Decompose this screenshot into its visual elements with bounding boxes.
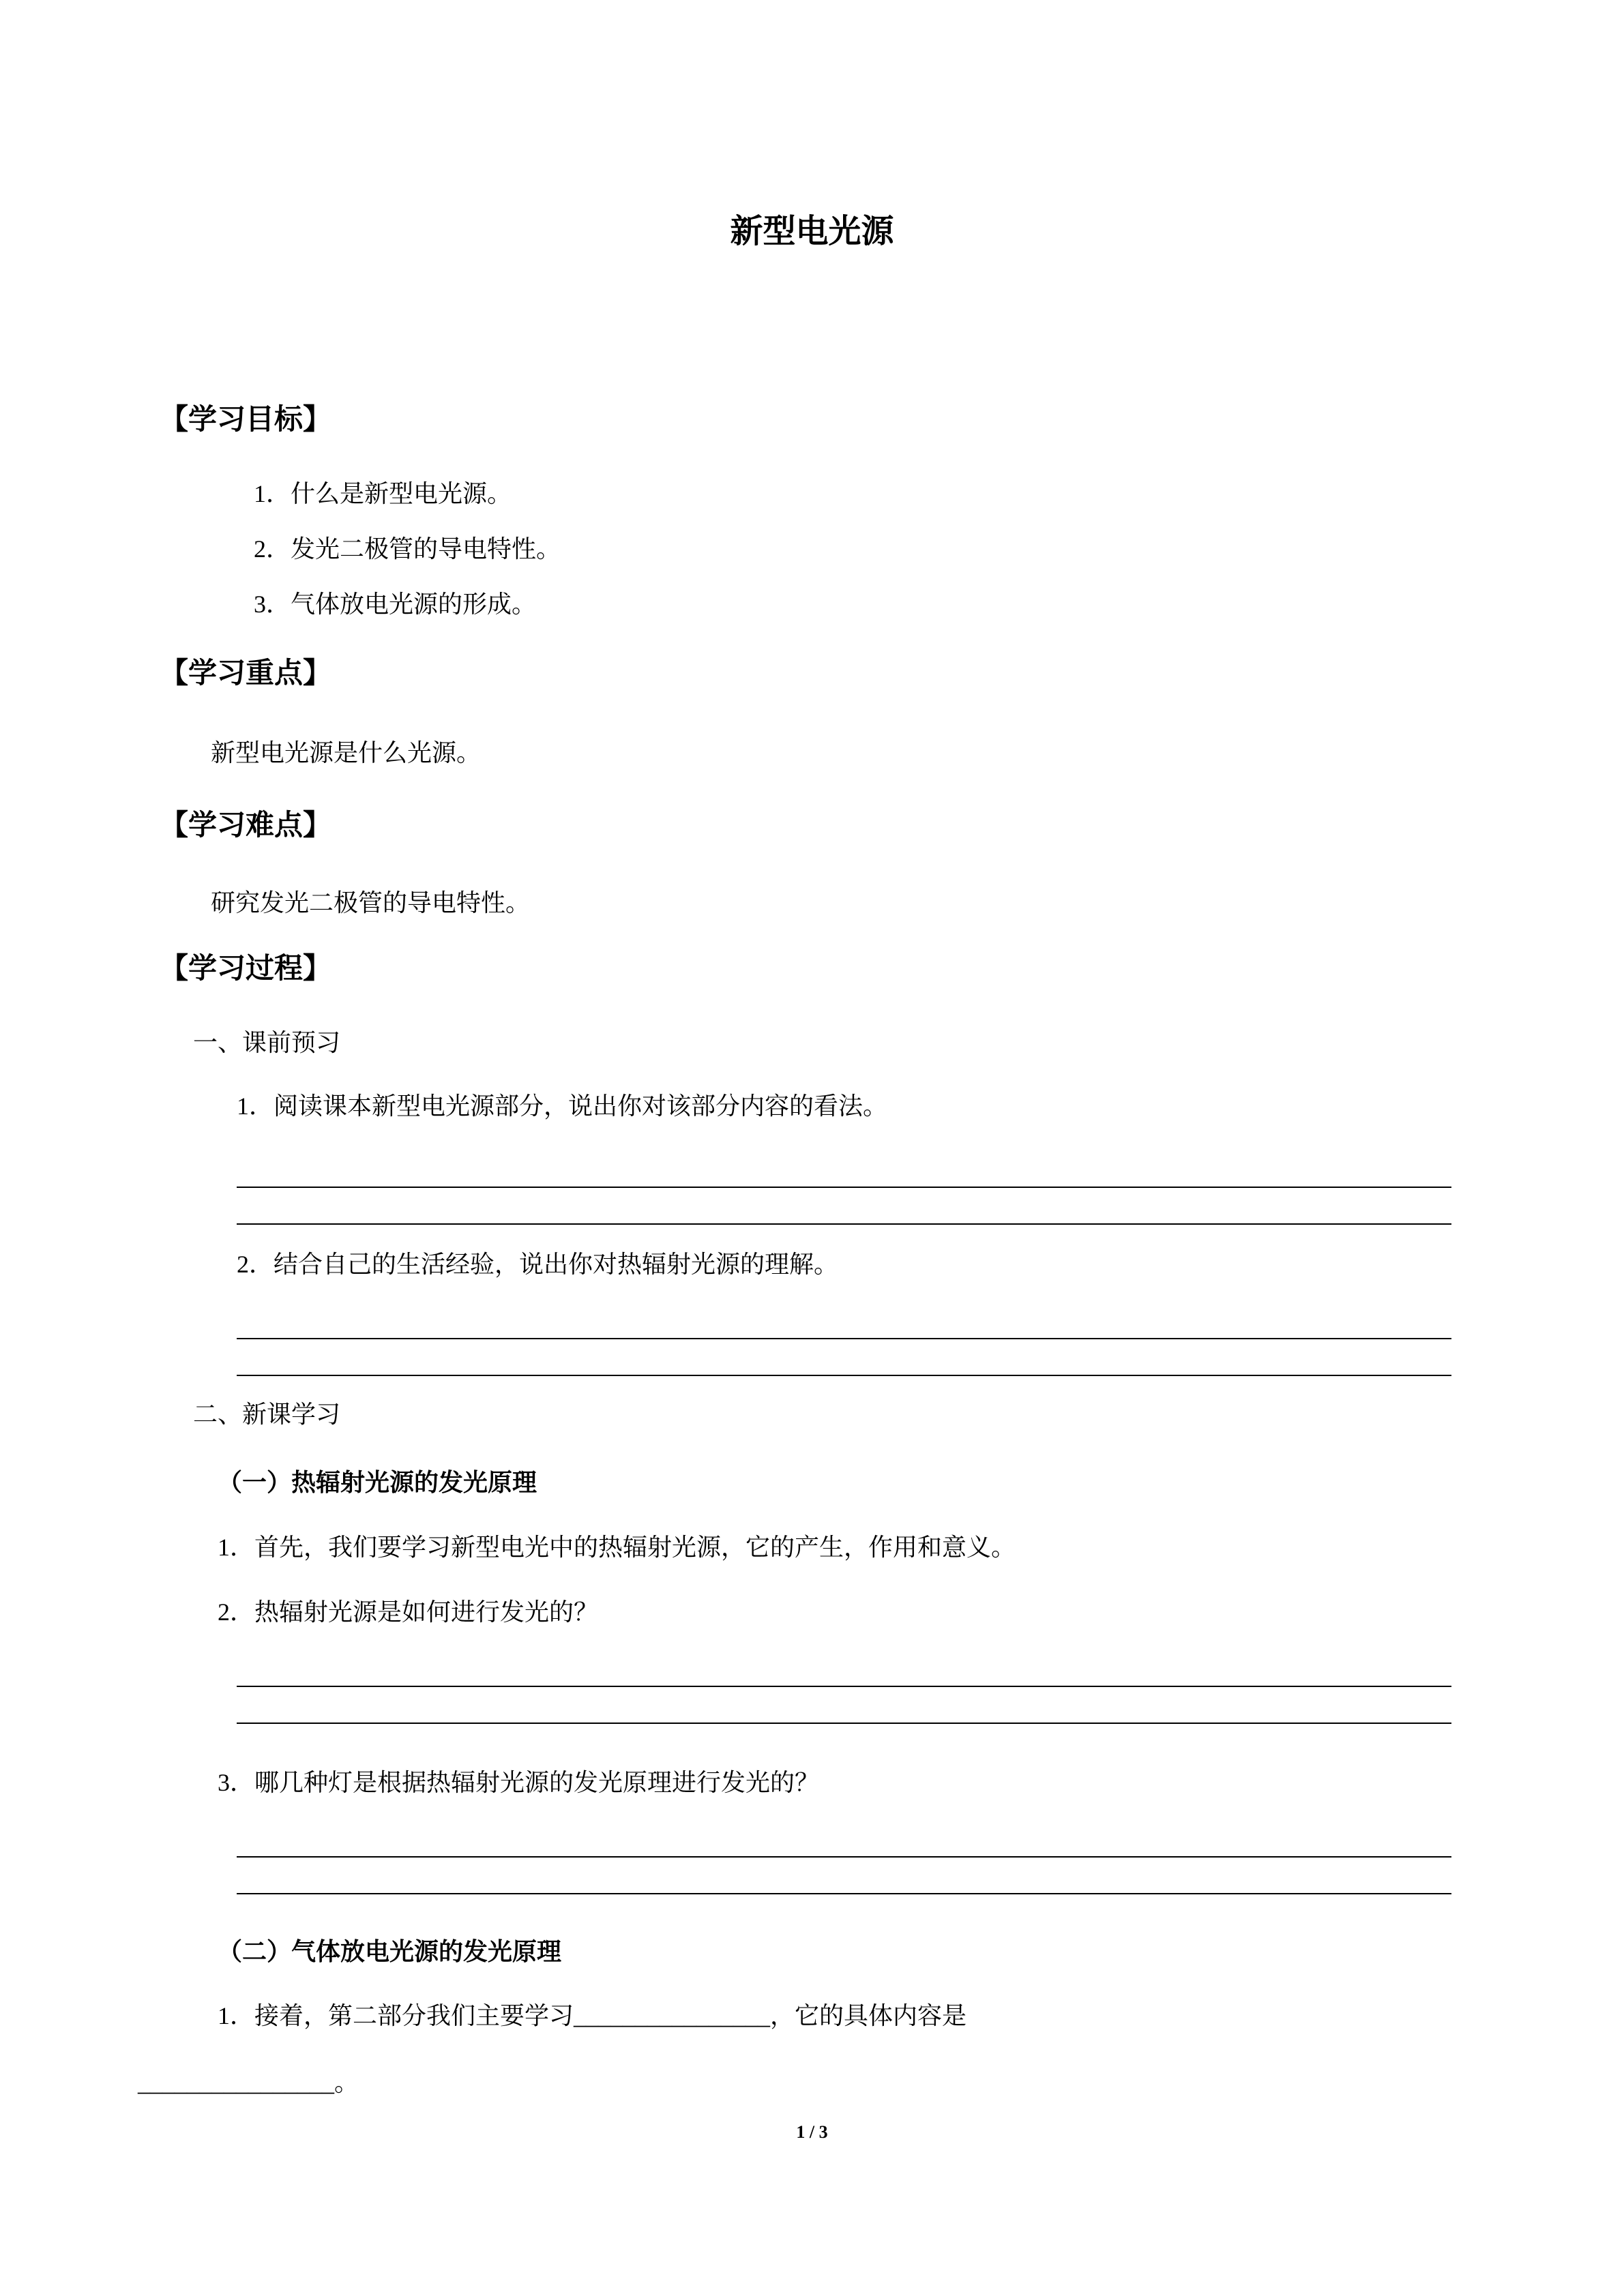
- answer-line: [237, 1893, 1451, 1894]
- part2-heading: 二、新课学习: [193, 1401, 341, 1428]
- goal-item: 3．气体放电光源的形成。: [254, 591, 537, 618]
- part1-question-2: 2．结合自己的生活经验，说出你对热辐射光源的理解。: [237, 1251, 839, 1278]
- sub1-question-1: 1．首先，我们要学习新型电光中的热辐射光源，它的产生，作用和意义。: [218, 1534, 1016, 1561]
- sub1-question-2: 2．热辐射光源是如何进行发光的？: [218, 1598, 599, 1626]
- sub2-heading: （二）气体放电光源的发光原理: [218, 1938, 562, 1965]
- part1-question-1: 1．阅读课本新型电光源部分，说出你对该部分内容的看法。: [237, 1092, 888, 1120]
- answer-line: [237, 1723, 1451, 1724]
- answer-line: [237, 1187, 1451, 1188]
- sub1-heading: （一）热辐射光源的发光原理: [218, 1469, 537, 1496]
- heading-learning-goals: 【学习目标】: [160, 404, 332, 436]
- sub1-question-3: 3．哪几种灯是根据热辐射光源的发光原理进行发光的？: [218, 1769, 820, 1796]
- sub2-question-1-line2: ________________。: [138, 2069, 359, 2096]
- document-title: 新型电光源: [730, 213, 894, 250]
- goal-item: 2．发光二极管的导电特性。: [254, 535, 561, 563]
- heading-learning-process: 【学习过程】: [160, 953, 332, 985]
- answer-line: [237, 1856, 1451, 1858]
- heading-key-points: 【学习重点】: [160, 658, 332, 689]
- difficulties-body: 研究发光二极管的导电特性。: [211, 889, 531, 916]
- part1-heading: 一、课前预习: [193, 1029, 341, 1056]
- sub2-question-1-line1: 1．接着，第二部分我们主要学习________________，它的具体内容是: [218, 2002, 967, 2029]
- page-number: 1 / 3: [796, 2122, 828, 2142]
- heading-difficulties: 【学习难点】: [160, 810, 332, 841]
- answer-line: [237, 1338, 1451, 1339]
- answer-line: [237, 1375, 1451, 1376]
- answer-line: [237, 1223, 1451, 1225]
- goal-item: 1．什么是新型电光源。: [254, 480, 512, 507]
- key-points-body: 新型电光源是什么光源。: [211, 739, 482, 766]
- answer-line: [237, 1686, 1451, 1687]
